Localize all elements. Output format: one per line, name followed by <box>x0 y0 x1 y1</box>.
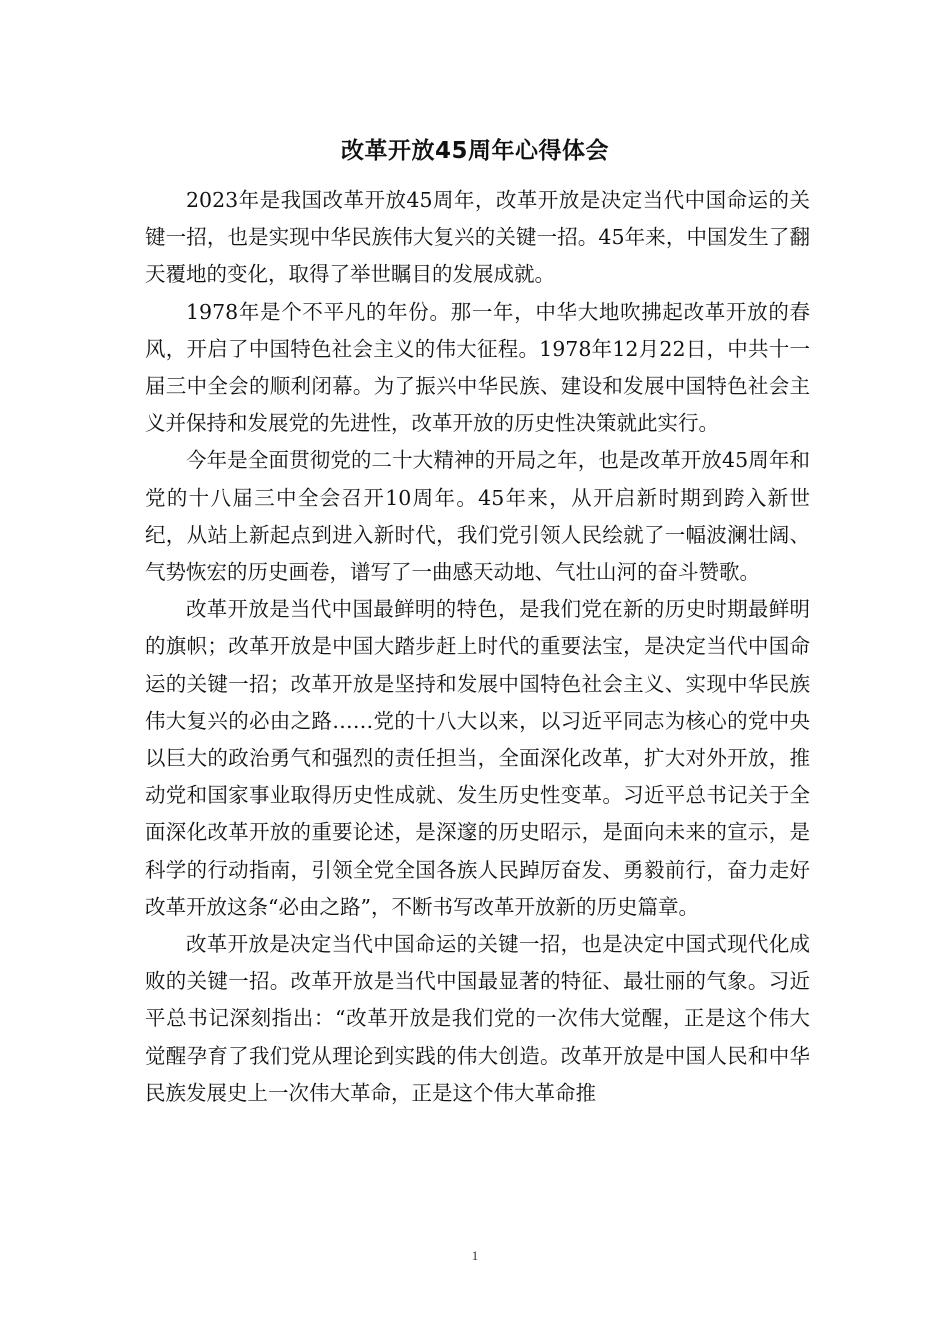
document-title: 改革开放45周年心得体会 <box>340 138 609 164</box>
paragraph-3: 今年是全面贯彻党的二十大精神的开局之年，也是改革开放45周年和党的十八届三中全会召开10周年。45年来，从开启新时期到跨入新世纪，从站上新起点到进入新时代，我们党引领人民绘就了一幅波澜壮阔、气势恢宏的历史画卷，谱写了一曲感天动地、气壮山河的奋斗赞歌。 <box>145 448 810 585</box>
paragraph-1: 2023年是我国改革开放45周年，改革开放是决定当代中国命运的关键一招，也是实现中华民族伟大复兴的关键一招。45年来，中国发生了翻天覆地的变化，取得了举世瞩目的发展成就。 <box>145 188 810 287</box>
paragraph-2: 1978年是个不平凡的年份。那一年，中华大地吹拂起改革开放的春风，开启了中国特色社会主义的伟大征程。1978年12月22日，中共十一届三中全会的顺利闭幕。为了振兴中华民族、建设和发展中国特色社会主义并保持和发展党的先进性，改革开放的历史性决策就此实行。 <box>145 299 810 436</box>
document-body <box>145 182 810 1112</box>
paragraph-4: 改革开放是当代中国最鲜明的特色，是我们党在新的历史时期最鲜明的旗帜；改革开放是中国大踏步赶上时代的重要法宝，是决定当代中国命运的关键一招；改革开放是坚持和发展中国特色社会主义、实现中华民族伟大复兴的必由之路……党的十八大以来，以习近平同志为核心的党中央以巨大的政治勇气和强烈的责任担当，全面深化改革，扩大对外开放，推动党和国家事业取得历史性成就、发生历史性变革。习近平总书记关于全面深化改革开放的重要论述，是深邃的历史昭示，是面向未来的宣示，是科学的行动指南，引领全党全国各族人民踔厉奋发、勇毅前行，奋力走好改革开放这条“必由之路”，不断书写改革开放新的历史篇章。 <box>145 597 810 919</box>
paragraph-5: 改革开放是决定当代中国命运的关键一招，也是决定中国式现代化成败的关键一招。改革开放是当代中国最显著的特征、最壮丽的气象。习近平总书记深刻指出：“改革开放是我们党的一次伟大觉醒，正是这个伟大觉醒孕育了我们党从理论到实践的伟大创造。改革开放是中国人民和中华民族发展史上一次伟大革命，正是这个伟大革命推 <box>145 932 810 1105</box>
page-number: 1 <box>471 1248 479 1263</box>
